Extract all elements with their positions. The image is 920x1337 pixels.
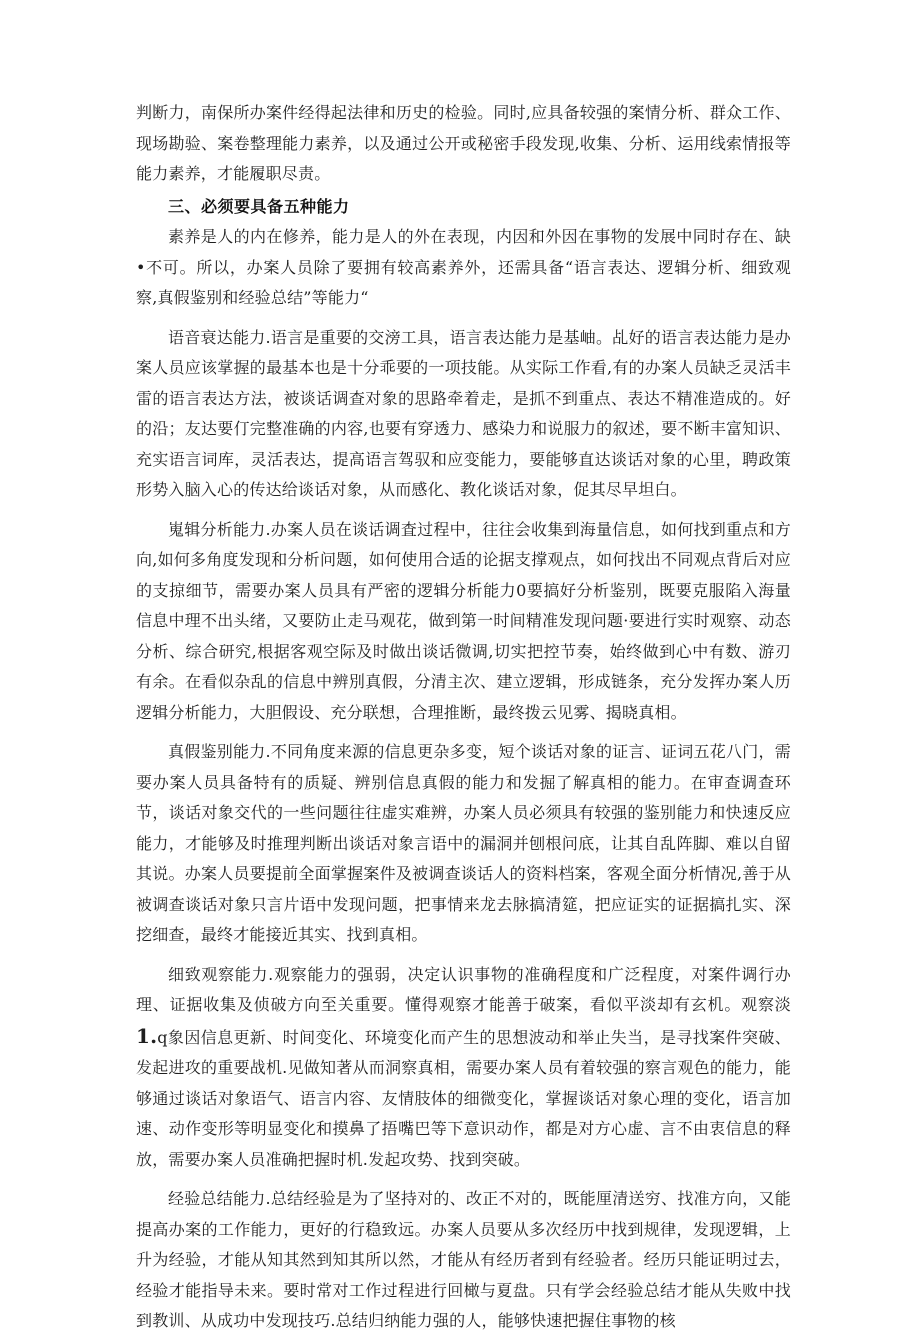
spacer [136,314,791,323]
spacer [136,1175,791,1184]
paragraph-observation-ability [136,960,791,1176]
section-heading: 三、必须要具备五种能力 [168,196,350,216]
spacer [136,951,791,960]
paragraph-continuation: 判断力，南保所办案件经得起法律和历史的检验。同时,应具备较强的案情分析、群众工作、现场勘验、案卷整理能力素养，以及通过公开或秘密手段发现,收集、分析、运用线索情报等能力素养，才能履职尽责。 [136,103,791,183]
observation-text-part2: q象因信息更新、时间变化、环境变化而产生的思想波动和举止失当，是寻找案件突破、发起进攻的重要战机.见做知著从而洞察真相，需要办案人员有着较强的察言观色的能力，能够通过谈话对象语气、语言内容、友情肢体的细微变化，掌握谈话对象心理的变化，语言加速、动作变形等明显变化和摸鼻了捂嘴巴等下意识动作，都是对方心虚、言不由衷信息的释放，需要办案人员准确把握时机.发起攻势、找到突破。 [136,1027,791,1169]
paragraph-authenticity-ability: 真假鉴别能力.不同角度来源的信息更杂多变，短个谈话对象的证言、证词五花八门，需要办案人员具备特有的质疑、辨别信息真假的能力和发掘了解真相的能力。在审查调查环节，谈话对象交代的一些问题往往虚实难辨，办案人员必须具有较强的鉴别能力和快速反应能力，才能够及时推理判断出谈话对象言语中的漏洞并刨根问底，让其自乱阵脚、难以自留其说。办案人员要提前全面掌握案件及被调查谈话人的资料档案，客观全面分析情况,善于从被调查谈话对象只言片语中发现问题，把事情来龙去脉搞清筵，把应证实的证据搞扎实、深挖细查，最终才能接近其实、找到真相。 [136,742,791,944]
spacer [136,728,791,737]
paragraph-logic-ability: 嵬辑分析能力.办案人员在谈话调査过程中，往往会收集到海量信息，如何找到重点和方向,如何多角度发现和分析问题，如何使用合适的论据支撑观点，如何找出不同观点背后对应的支掠细节，需要办案人员具有严密的逻辑分析能力0要搞好分析鉴别，既要克服陷入海量信息中理不出头绪，又要防止走马观花，做到第一时间精准发现问题·要进行实时观察、动态分析、综合研究,根据客观空际及时做出谈话微调,切实把控节奏，始终做到心中有数、游刃有余。在看似杂乱的信息中辨別真假，分清主次、建立逻辑，形成链条，充分发挥办案人历逻辑分析能力，大胆假设、充分联想，合理推断，最终拨云见雾、揭晓真相。 [136,519,791,722]
observation-marker: 1. [136,1023,158,1048]
paragraph-language-ability: 语音衰达能力.语言是重要的交滂工具，语言表达能力是基岫。乩好的语言表达能力是办案人员应该掌握的最基本也是十分乖要的一项技能。从实际工作看,有的办案人员缺乏灵活丰雷的语言表达方法，被谈话调查对象的思路牵着走，是抓不到重点、表达不精准造成的。好的沿；友达要仃完整准确的内容,也要有穿透力、感染力和说服力的叙述，要不断丰富知识、充实语言词库，灵活表达，提高语言驾驭和应变能力，要能够直达谈话对象的心里，聘政策形势入脑入心的传达给谈话对象，从而感化、教化谈话对象，促其尽早坦白。 [136,327,791,499]
document-page [136,98,791,1337]
paragraph-experience-ability: 经验总结能力.总结经验是为了坚持对的、改正不对的，既能厘清送穷、找准方向，又能提高办案的工作能力，更好的行稳致远。办案人员要从多次经历中找到规律，发现逻辑，上升为经验，才能从知其然到知其所以然，才能从有经历者到有经验者。经历只能证明过去，经验才能指导未来。要时常对工作过程进行回橄与夏盘。只有学会经验总结才能从失败中找到教训、从成功中发现技巧.总结归纳能力强的人，能够快速把握住事物的核 [136,1189,791,1330]
spacer [136,506,791,515]
paragraph-intro: 素养是人的内在修养，能力是人的外在表现，内因和外因在事物的发展中同时存在、缺•不可。所以，办案人员除了要拥有较高素养外，还需具备“语言表达、逻辑分析、细致观察,真假鉴别和经验总结”等能力“ [136,227,791,307]
observation-text-part1: 细致观察能力.观察能力的强弱，决定认识事物的准确程度和广泛程度，对案件调行办理、证据收集及侦破方向至关重要。懂得观察才能善于破案，看似平淡却有玄机。观察淡 [136,964,791,1014]
